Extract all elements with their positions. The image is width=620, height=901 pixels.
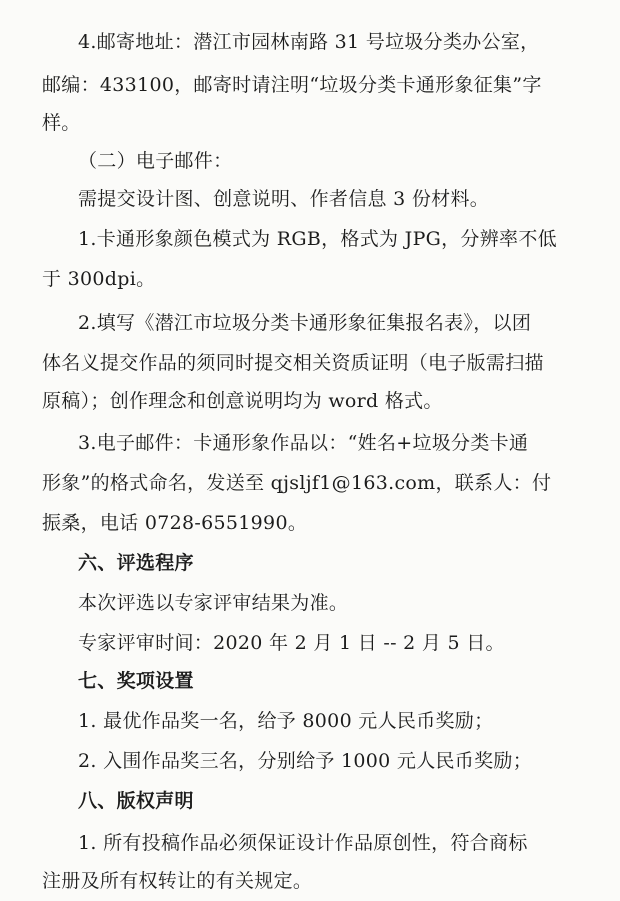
section-8-heading: 八、版权声明 <box>78 790 194 812</box>
email-item-1-line-1: 1.卡通形象颜色模式为 RGB，格式为 JPG，分辨率不低 <box>78 228 557 250</box>
mailing-address-line-2: 邮编：433100，邮寄时请注明“垃圾分类卡通形象征集”字 <box>42 74 542 96</box>
email-section-heading: （二）电子邮件： <box>78 150 233 172</box>
email-item-2-line-2: 体名义提交作品的须同时提交相关资质证明（电子版需扫描 <box>42 352 544 374</box>
email-item-2-line-3: 原稿）；创作理念和创意说明均为 word 格式。 <box>42 390 443 412</box>
section-6-heading: 六、评选程序 <box>78 552 194 574</box>
email-item-2-line-1: 2.填写《潜江市垃圾分类卡通形象征集报名表》，以团 <box>78 312 532 334</box>
section-7-heading: 七、奖项设置 <box>78 670 194 692</box>
email-item-3-line-1: 3.电子邮件：卡通形象作品以：“姓名+垃圾分类卡通 <box>78 432 529 454</box>
section-7-line-1: 1. 最优作品奖一名，给予 8000 元人民币奖励； <box>78 710 494 732</box>
section-8-line-1: 1. 所有投稿作品必须保证设计作品原创性，符合商标 <box>78 832 528 854</box>
mailing-address-line-1: 4.邮寄地址：潜江市园林南路 31 号垃圾分类办公室， <box>78 31 540 53</box>
email-item-1-line-2: 于 300dpi。 <box>42 268 156 290</box>
section-7-line-2: 2. 入围作品奖三名，分别给予 1000 元人民币奖励； <box>78 750 533 772</box>
email-intro: 需提交设计图、创意说明、作者信息 3 份材料。 <box>78 188 490 210</box>
section-6-line-1: 本次评选以专家评审结果为准。 <box>78 592 349 614</box>
email-item-3-line-3: 振桑，电话 0728-6551990。 <box>42 512 308 534</box>
mailing-address-line-3: 样。 <box>42 112 81 134</box>
email-item-3-line-2: 形象”的格式命名，发送至 qjsljf1@163.com，联系人：付 <box>42 472 552 494</box>
section-6-line-2: 专家评审时间：2020 年 2 月 1 日 -- 2 月 5 日。 <box>78 632 505 654</box>
section-8-line-2: 注册及所有权转让的有关规定。 <box>42 870 313 892</box>
